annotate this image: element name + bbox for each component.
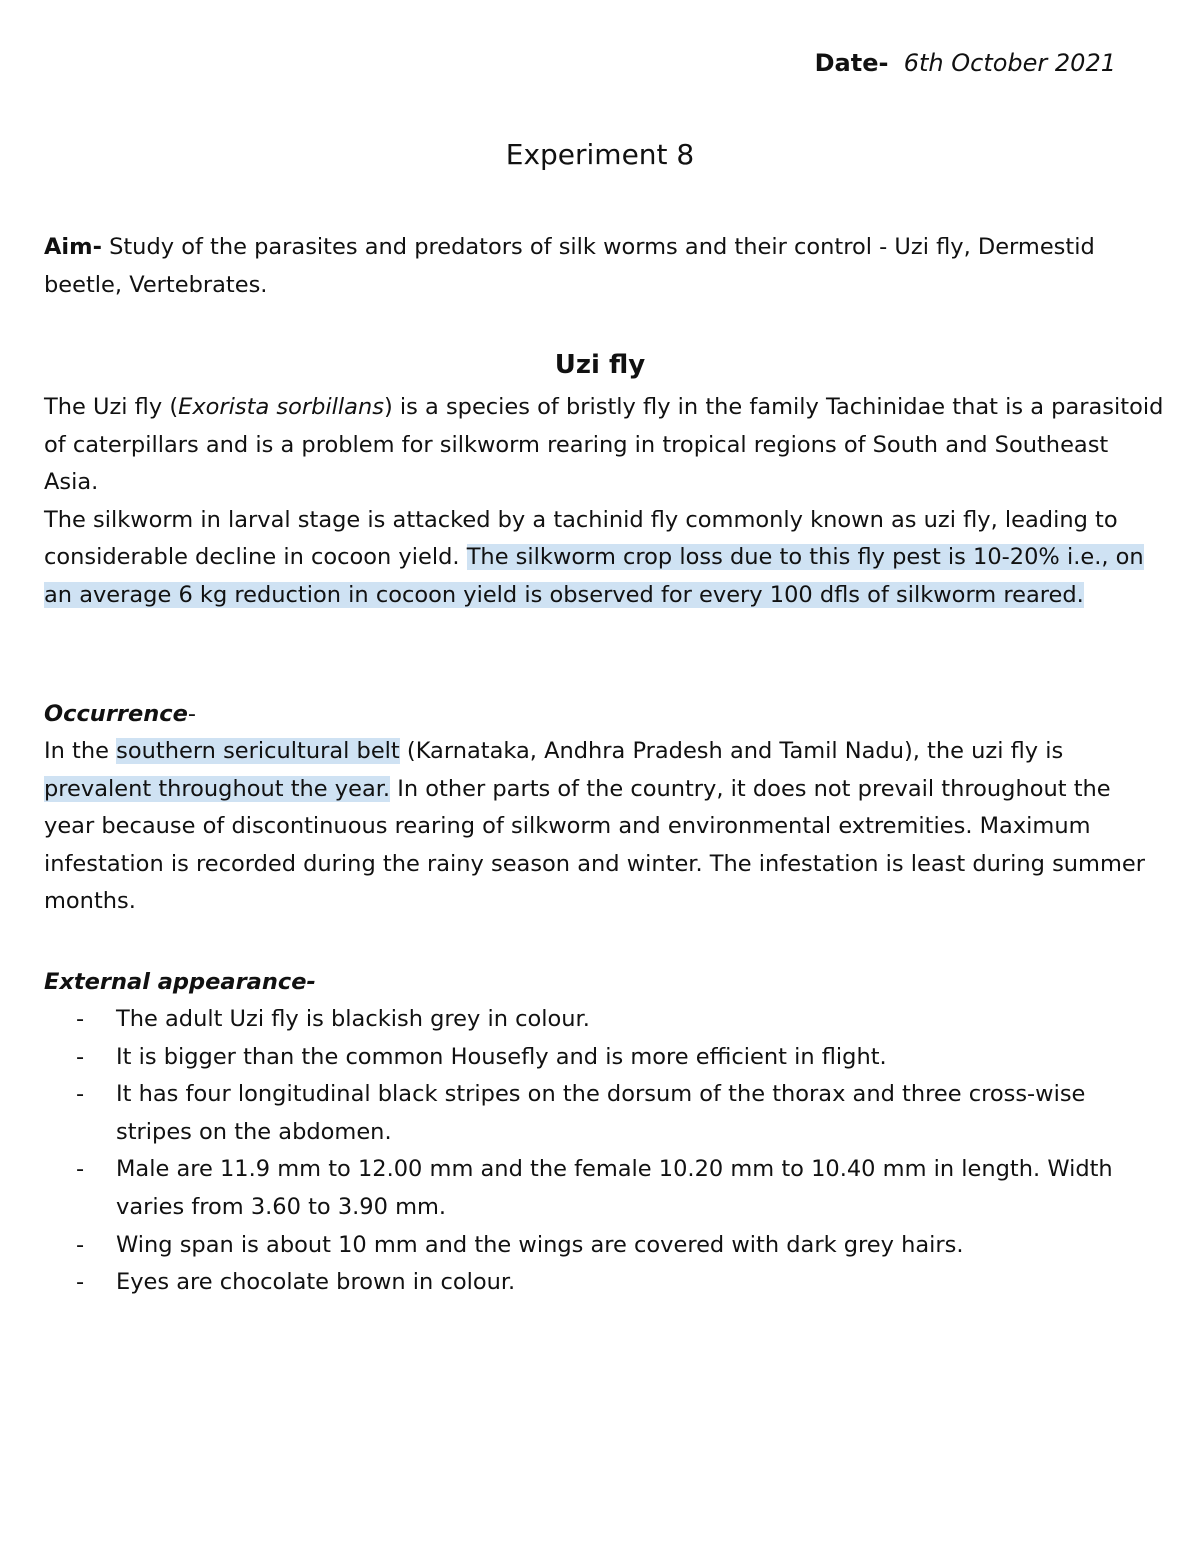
date-line bbox=[815, 44, 1116, 82]
list-item-text: The adult Uzi fly is blackish grey in colour. bbox=[116, 1006, 590, 1032]
occ-text-3: In other parts of the country, it does not prevail throughout the year because of discontinuous rearing of silkworm and environmental extremities. Maximum infestation is recorded during the rainy season and winter. The infestation is least during summer months. bbox=[44, 775, 1145, 915]
uzi-paragraph-2 bbox=[44, 502, 1164, 615]
list-item bbox=[44, 1151, 1164, 1226]
uzi-description bbox=[44, 389, 1164, 615]
uzi-p2-plain: The silkworm in larval stage is attacked by a tachinid fly commonly known as uzi fly, leading to considerable decline in cocoon yield. bbox=[44, 506, 1118, 571]
species-name: Exorista sorbillans bbox=[178, 394, 384, 420]
occurrence-paragraph bbox=[44, 733, 1164, 921]
external-appearance-heading: External appearance- bbox=[44, 969, 316, 995]
occurrence-heading-text: Occurrence bbox=[44, 701, 188, 727]
aim-text: Study of the parasites and predators of silk worms and their control - Uzi fly, Dermestid beetle, Vertebrates. bbox=[44, 234, 1095, 298]
bullet-dash: - bbox=[76, 1231, 85, 1258]
list-item bbox=[44, 1039, 1164, 1077]
section-title-uzi-fly: Uzi fly bbox=[554, 350, 646, 380]
list-item-text: Male are 11.9 mm to 12.00 mm and the female 10.20 mm to 10.40 mm in length. Width varies from 3.60 to 3.90 mm. bbox=[116, 1156, 1113, 1220]
bullet-dash: - bbox=[76, 1156, 85, 1183]
list-item bbox=[44, 1076, 1164, 1151]
list-item bbox=[44, 1264, 1164, 1302]
occ-text-1: In the bbox=[44, 738, 117, 764]
list-item bbox=[44, 1227, 1164, 1265]
list-item-text: It has four longitudinal black stripes on the dorsum of the thorax and three cross-wise stripes on the abdomen. bbox=[116, 1081, 1086, 1145]
bullet-dash: - bbox=[76, 1269, 85, 1296]
date-value: 6th October 2021 bbox=[903, 49, 1116, 77]
occurrence-heading bbox=[44, 696, 1164, 734]
date-label: Date- bbox=[814, 49, 889, 77]
bullet-dash: - bbox=[76, 1006, 85, 1032]
aim-label: Aim- bbox=[44, 234, 102, 260]
bullet-dash: - bbox=[76, 1043, 85, 1070]
list-item bbox=[44, 1001, 1164, 1039]
uzi-paragraph-1 bbox=[44, 389, 1164, 502]
uzi-p1-before: The Uzi fly ( bbox=[44, 394, 179, 420]
list-item-text: Eyes are chocolate brown in colour. bbox=[116, 1269, 516, 1296]
external-appearance-list bbox=[44, 1001, 1164, 1302]
list-item-text: Wing span is about 10 mm and the wings are covered with dark grey hairs. bbox=[116, 1231, 964, 1258]
aim-paragraph bbox=[44, 229, 1164, 304]
list-item-text: It is bigger than the common Housefly and is more efficient in flight. bbox=[116, 1043, 887, 1070]
bullet-dash: - bbox=[76, 1081, 85, 1108]
page-title: Experiment 8 bbox=[505, 138, 695, 171]
occurrence-heading-suffix: - bbox=[187, 701, 197, 727]
uzi-p1-after: ) is a species of bristly fly in the family Tachinidae that is a parasitoid of caterpillars and is a problem for silkworm rearing in tropical regions of South and Southeast Asia. bbox=[44, 394, 1164, 496]
highlighted-southern-belt: southern sericultural belt bbox=[116, 738, 400, 764]
highlighted-prevalent: prevalent throughout the year. bbox=[44, 775, 391, 802]
highlighted-crop-loss: The silkworm crop loss due to this fly pest is 10-20% i.e., on an average 6 kg reduction in cocoon yield is observed for every 100 dfls of silkworm reared. bbox=[44, 544, 1144, 608]
occ-text-2: (Karnataka, Andhra Pradesh and Tamil Nadu), the uzi fly is bbox=[399, 738, 1064, 764]
